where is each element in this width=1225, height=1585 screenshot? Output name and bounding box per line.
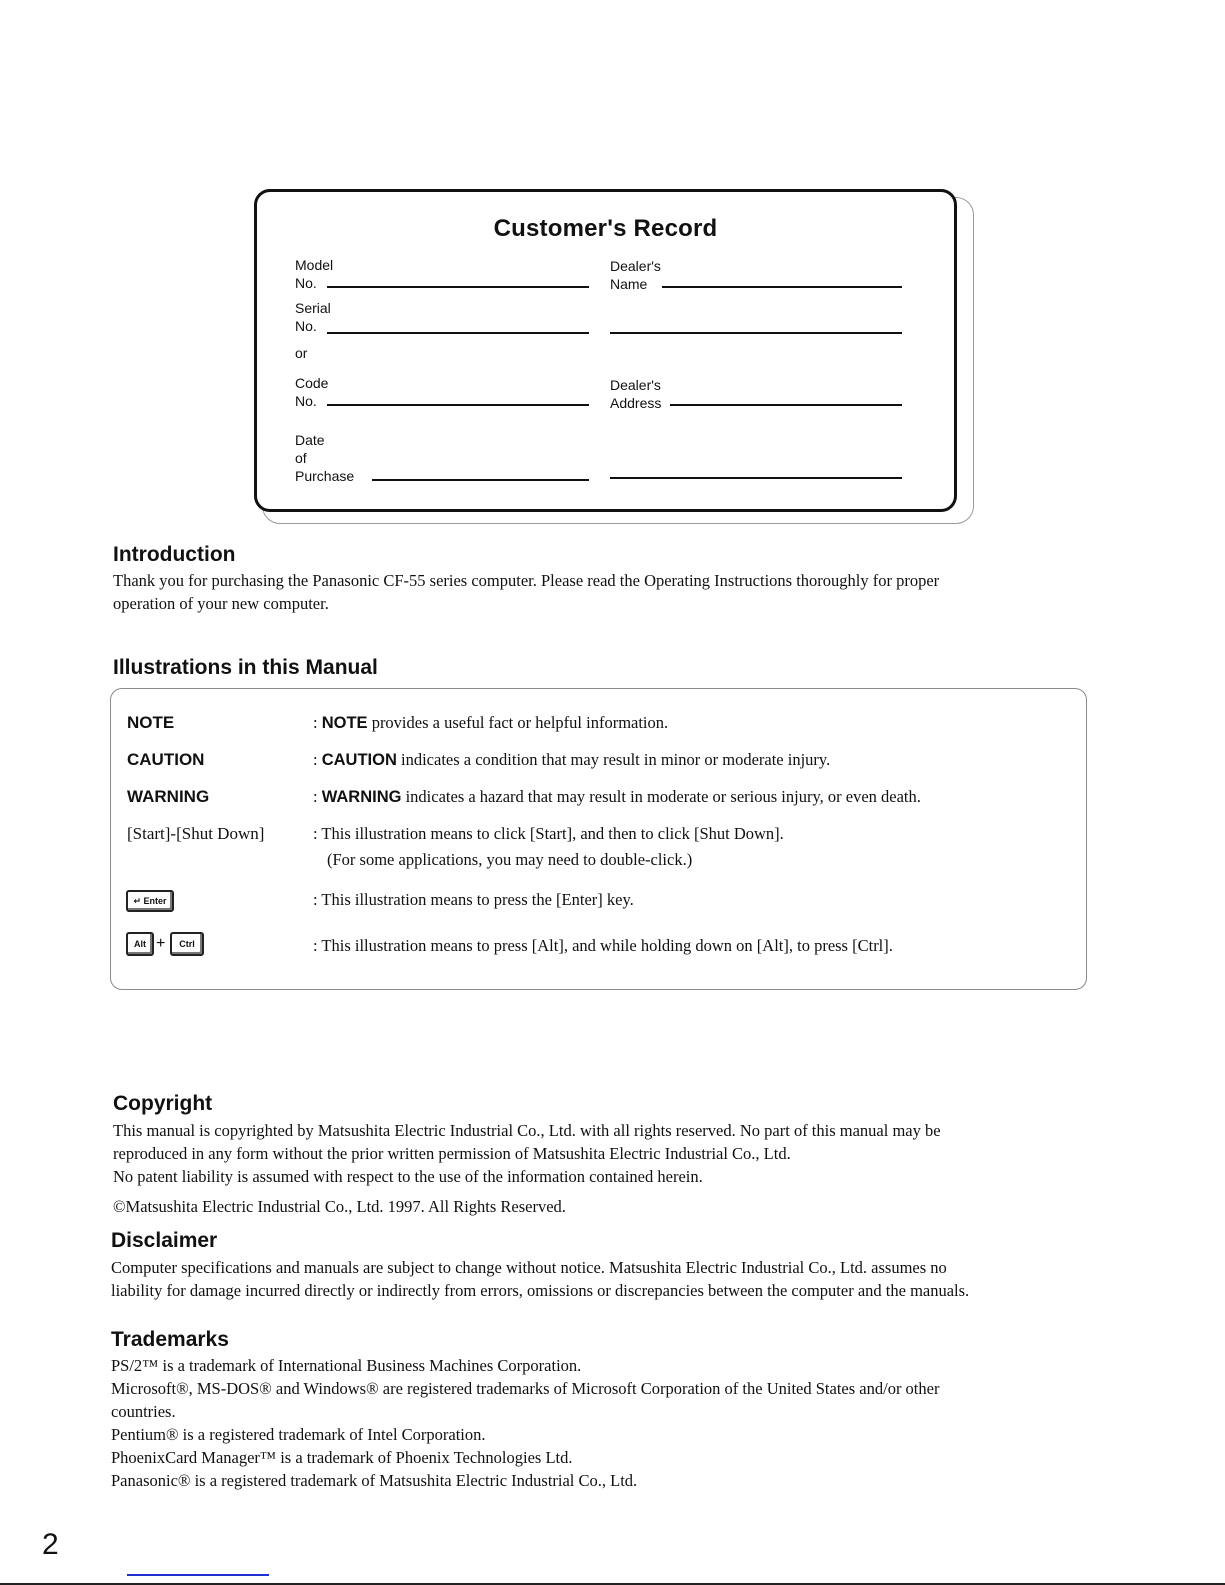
dealers-name-field-2[interactable] bbox=[610, 332, 902, 334]
trademark-microsoft-cont: countries. bbox=[111, 1402, 176, 1421]
dealers-address-label: Dealer's Address bbox=[610, 377, 662, 411]
trademark-ps2: PS/2™ is a trademark of International Business Machines Corporation. bbox=[111, 1356, 582, 1375]
customers-record-card bbox=[254, 189, 957, 512]
dealers-address-field[interactable] bbox=[670, 404, 902, 406]
start-shutdown-term: [Start]-[Shut Down] bbox=[127, 824, 265, 843]
warning-description: : WARNING indicates a hazard that may result in moderate or serious injury, or even death. bbox=[313, 787, 921, 806]
plus-sign: + bbox=[156, 935, 166, 952]
copyright-notice: ©Matsushita Electric Industrial Co., Ltd. 1997. All Rights Reserved. bbox=[113, 1197, 566, 1216]
trademark-panasonic: Panasonic® is a registered trademark of Matsushita Electric Industrial Co., Ltd. bbox=[111, 1471, 638, 1490]
note-description: : NOTE provides a useful fact or helpful information. bbox=[313, 713, 669, 732]
date-of-purchase-field[interactable] bbox=[372, 479, 589, 481]
caution-term: CAUTION bbox=[127, 750, 205, 769]
disclaimer-text: Computer specifications and manuals are subject to change without notice. Matsushita Electric Industrial Co., Ltd. assumes no liability for damage incurred directly or indirectly from errors, omissions or discrepancies between the computer and the manuals. bbox=[111, 1258, 970, 1300]
trademark-phoenix: PhoenixCard Manager™ is a trademark of Phoenix Technologies Ltd. bbox=[111, 1448, 573, 1467]
page-number: 2 bbox=[42, 1528, 59, 1561]
start-shutdown-note: (For some applications, you may need to double-click.) bbox=[327, 850, 693, 869]
alt-ctrl-description: : This illustration means to press [Alt], and while holding down on [Alt], to press [Ctrl]. bbox=[313, 936, 893, 955]
introduction-text: Thank you for purchasing the Panasonic CF-55 series computer. Please read the Operating Instructions thoroughly for proper operation of your new computer. bbox=[113, 571, 940, 613]
date-of-purchase-label: Date of Purchase bbox=[295, 432, 355, 484]
copyright-text: This manual is copyrighted by Matsushita Electric Industrial Co., Ltd. with all rights reserved. No part of this manual may be reproduced in any form without the prior written permission of Matsushita Electric Industrial Co., Ltd. No patent liability is assumed with respect to the use of the information contained herein. bbox=[113, 1121, 941, 1186]
trademarks-text bbox=[111, 1354, 1091, 1492]
record-title: Customer's Record bbox=[493, 215, 718, 242]
dealers-name-label: Dealer's Name bbox=[610, 258, 661, 292]
enter-key-description: : This illustration means to press the [Enter] key. bbox=[313, 890, 634, 909]
alt-key-icon: Alt bbox=[126, 932, 154, 956]
model-no-field[interactable] bbox=[327, 286, 589, 288]
disclaimer-heading: Disclaimer bbox=[111, 1229, 218, 1252]
dealers-address-field-2[interactable] bbox=[610, 477, 902, 479]
dealers-name-field[interactable] bbox=[662, 286, 902, 288]
link-underline[interactable] bbox=[127, 1574, 269, 1576]
trademarks-heading: Trademarks bbox=[111, 1328, 229, 1351]
introduction-heading: Introduction bbox=[113, 543, 236, 566]
illustrations-heading: Illustrations in this Manual bbox=[113, 656, 378, 679]
or-label: or bbox=[295, 345, 308, 361]
ctrl-key-icon: Ctrl bbox=[170, 932, 204, 956]
warning-term: WARNING bbox=[127, 787, 210, 806]
start-shutdown-description: : This illustration means to click [Start], and then to click [Shut Down]. bbox=[313, 824, 784, 843]
trademark-microsoft: Microsoft®, MS-DOS® and Windows® are registered trademarks of Microsoft Corporation of the United States and/or other bbox=[111, 1379, 940, 1398]
caution-description: : CAUTION indicates a condition that may result in minor or moderate injury. bbox=[313, 750, 831, 769]
serial-no-label: Serial No. bbox=[295, 300, 331, 334]
trademark-pentium: Pentium® is a registered trademark of Intel Corporation. bbox=[111, 1425, 486, 1444]
model-no-label: Model No. bbox=[295, 257, 334, 291]
code-no-label: Code No. bbox=[295, 375, 329, 409]
code-no-field[interactable] bbox=[327, 404, 589, 406]
copyright-heading: Copyright bbox=[113, 1092, 213, 1115]
serial-no-field[interactable] bbox=[327, 332, 589, 334]
enter-key-icon: ↵ Enter bbox=[126, 890, 174, 912]
note-term: NOTE bbox=[127, 713, 175, 732]
